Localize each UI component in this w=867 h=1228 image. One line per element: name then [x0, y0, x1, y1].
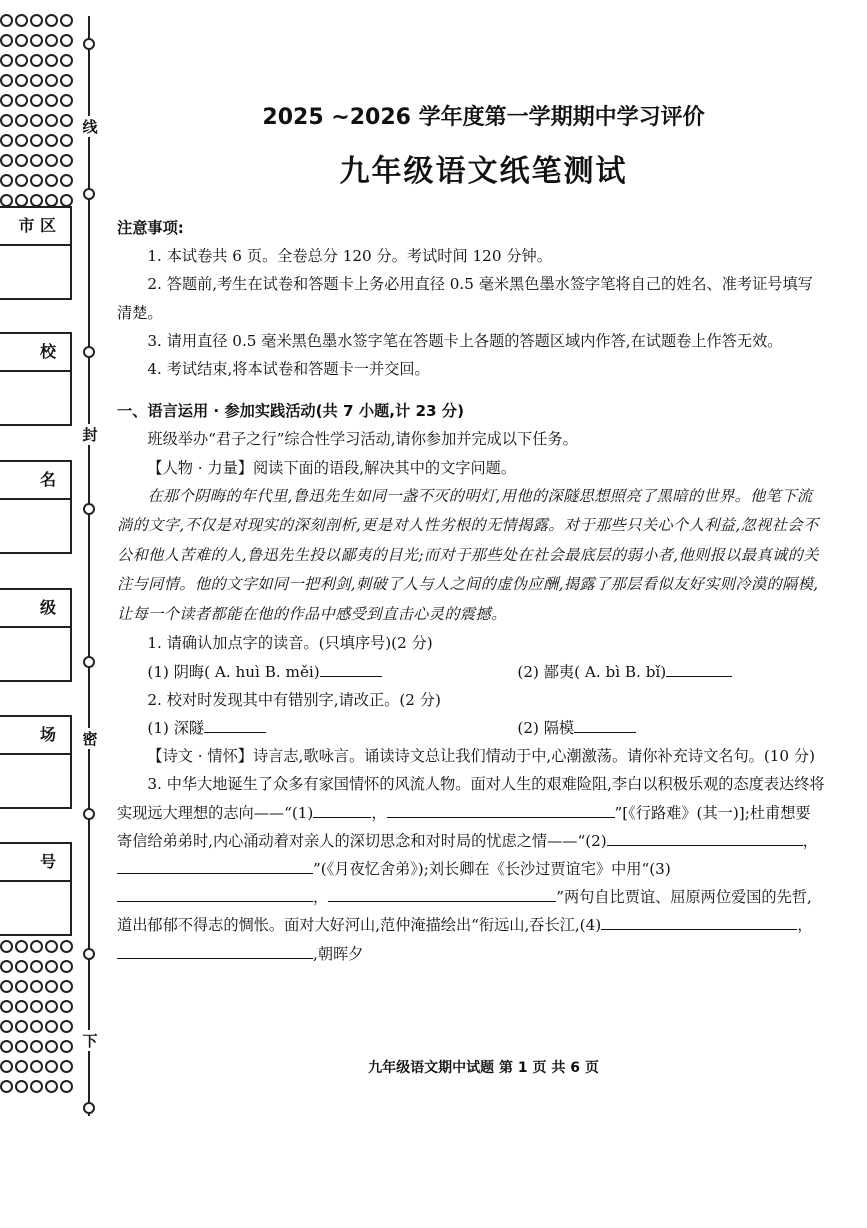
binding-dot — [30, 1040, 43, 1053]
binding-dot — [30, 980, 43, 993]
q1-item-2: (2) 鄙夷( A. bì B. bǐ) — [517, 662, 667, 681]
binding-dot — [60, 1040, 73, 1053]
q2-item-1: (1) 深隧 — [147, 718, 205, 737]
exam-room-label: 场 — [0, 717, 70, 755]
school-label: 校 — [0, 334, 70, 372]
notice-item: 4. 考试结束,将本试卷和答题卡一并交回。 — [147, 360, 430, 379]
q3-blank-4b[interactable] — [117, 942, 313, 959]
binding-dot — [60, 54, 73, 67]
binding-dot — [60, 114, 73, 127]
binding-dot — [0, 54, 13, 67]
binding-dot — [45, 154, 58, 167]
binding-dot — [15, 114, 28, 127]
district-box — [0, 206, 72, 300]
binding-dot — [0, 94, 13, 107]
exam-content — [117, 214, 825, 968]
q3-blank-3a[interactable] — [117, 885, 313, 902]
binding-dot — [0, 1060, 13, 1073]
binding-dot — [15, 134, 28, 147]
binding-dot — [30, 1060, 43, 1073]
binding-dot — [30, 1080, 43, 1093]
class-label: 级 — [0, 590, 70, 628]
exam-main-title: 九年级语文纸笔测试 — [339, 154, 628, 189]
binding-dot — [30, 34, 43, 47]
binding-dot — [60, 960, 73, 973]
binding-dot — [0, 134, 13, 147]
section-title: 一、语言运用 · 参加实践活动(共 7 小题,计 23 分) — [117, 402, 465, 421]
binding-dot — [15, 74, 28, 87]
binding-dot — [60, 134, 73, 147]
binding-dot — [30, 1020, 43, 1033]
district-label: 市 区 — [0, 208, 70, 246]
district-field[interactable] — [0, 246, 70, 298]
notice-item: 3. 请用直径 0.5 毫米黑色墨水签字笔在答题卡上各题的答题区域内作答,在试题卷上作答无效。 — [147, 331, 783, 350]
rail-label-secret: 密 — [79, 728, 101, 749]
binding-dot — [45, 980, 58, 993]
binding-dot — [15, 1060, 28, 1073]
binding-dot — [30, 1000, 43, 1013]
binding-dot — [0, 1080, 13, 1093]
q3-text: ”(《月夜忆舍弟》);刘长卿在《长沙过贾谊宅》中用“(3) — [313, 859, 671, 878]
binding-dot — [15, 154, 28, 167]
binding-dot — [15, 94, 28, 107]
binding-dot — [15, 980, 28, 993]
q3-blank-3c[interactable] — [498, 885, 556, 902]
binding-dot — [15, 960, 28, 973]
binding-dot — [45, 114, 58, 127]
binding-dot — [0, 174, 13, 187]
binding-dot — [60, 1000, 73, 1013]
exam-room-box — [0, 715, 72, 809]
binding-dot — [15, 1020, 28, 1033]
binding-dot — [0, 1020, 13, 1033]
binding-dot — [0, 14, 13, 27]
binding-dot — [15, 34, 28, 47]
q3-blank-1c[interactable] — [557, 801, 615, 818]
binding-dot — [45, 34, 58, 47]
binding-dot — [30, 54, 43, 67]
binding-dot — [0, 114, 13, 127]
class-field[interactable] — [0, 628, 70, 680]
binding-dot — [60, 1080, 73, 1093]
q3-blank-1b[interactable] — [387, 801, 557, 818]
binding-dot — [45, 174, 58, 187]
school-box — [0, 332, 72, 426]
task-heading: 【诗文 · 情怀】诗言志,歌咏言。诵读诗文总让我们情动于中,心潮激荡。请你补充诗文名句。(10 分) — [147, 747, 816, 766]
binding-dot — [0, 74, 13, 87]
rail-label-below: 下 — [79, 1030, 101, 1051]
binding-dot — [45, 960, 58, 973]
binding-dot — [30, 940, 43, 953]
rail-circle-icon — [83, 808, 95, 820]
q3-blank-2a[interactable] — [607, 829, 803, 846]
q3-text: ,朝晖夕 — [313, 944, 364, 963]
q3-blank-4a[interactable] — [601, 913, 797, 930]
rail-label-line: 线 — [79, 116, 101, 137]
binding-dot — [60, 34, 73, 47]
rail-circle-icon — [83, 948, 95, 960]
binding-dot — [15, 14, 28, 27]
question-1: 1. 请确认加点字的读音。(只填序号)(2 分) — [147, 634, 433, 653]
question-1-options — [117, 658, 825, 686]
rail-circle-icon — [83, 38, 95, 50]
rail-label-seal: 封 — [79, 424, 101, 445]
binding-dot — [15, 940, 28, 953]
binding-dot — [0, 1000, 13, 1013]
binding-dot — [30, 114, 43, 127]
binding-dot — [60, 154, 73, 167]
exam-room-field[interactable] — [0, 755, 70, 807]
q2-item-2: (2) 隔模 — [517, 718, 575, 737]
question-2: 2. 校对时发现其中有错别字,请改正。(2 分) — [147, 690, 441, 709]
binding-dot — [60, 980, 73, 993]
notice-title: 注意事项: — [117, 219, 184, 237]
q3-text: ”两句自比贾谊、屈原两位爱国的先哲,道出郁郁不得志的惆怅。面对大好河山,范仲淹描绘出“衔远山,吞长江,(4) — [117, 888, 812, 935]
binding-dot — [30, 134, 43, 147]
binding-dot — [15, 174, 28, 187]
q1-answer-1-blank[interactable] — [320, 660, 382, 677]
binding-dot — [45, 94, 58, 107]
name-box — [0, 460, 72, 554]
binding-dot — [15, 1080, 28, 1093]
binding-dot — [15, 1040, 28, 1053]
q3-blank-2b[interactable] — [117, 857, 313, 874]
binding-dot — [15, 54, 28, 67]
binding-dot — [0, 34, 13, 47]
binding-dot — [60, 174, 73, 187]
rail-circle-icon — [83, 1102, 95, 1114]
binding-dot — [60, 74, 73, 87]
binding-dot — [60, 1020, 73, 1033]
q1-item-1: (1) 阴晦( A. huì B. měi) — [147, 662, 320, 681]
binding-dot — [0, 1040, 13, 1053]
name-field[interactable] — [0, 500, 70, 552]
rail-circle-icon — [83, 656, 95, 668]
q2-answer-1-blank[interactable] — [204, 716, 266, 733]
notice-item: 1. 本试卷共 6 页。全卷总分 120 分。考试时间 120 分钟。 — [147, 247, 552, 266]
binding-dot — [30, 174, 43, 187]
q3-blank-1a[interactable] — [313, 801, 371, 818]
binding-dot — [45, 940, 58, 953]
rail-circle-icon — [83, 503, 95, 515]
name-label: 名 — [0, 462, 70, 500]
seat-number-box — [0, 842, 72, 936]
notice-item: 2. 答题前,考生在试卷和答题卡上务必用直径 0.5 毫米黑色墨水签字笔将自己的姓名、准考证号填写清楚。 — [117, 275, 813, 322]
q3-text: ”[《行路难》(其一)];杜甫想要寄信给弟弟时,内心涌动着对亲人的深切思念和对时局的忧虑之情——“(2) — [117, 803, 811, 850]
binding-dot — [30, 74, 43, 87]
section-intro: 班级举办“君子之行”综合性学习活动,请你参加并完成以下任务。 — [147, 430, 578, 449]
seat-number-field[interactable] — [0, 882, 70, 934]
binding-dot — [30, 94, 43, 107]
binding-dot-pattern-top — [0, 14, 78, 214]
exam-year-title: 2025 ~2026 学年度第一学期期中学习评价 — [262, 105, 705, 130]
binding-dot — [15, 1000, 28, 1013]
seat-number-label: 号 — [0, 844, 70, 882]
binding-dot — [60, 1060, 73, 1073]
question-2-items — [117, 714, 825, 742]
q3-blank-3b[interactable] — [328, 885, 498, 902]
rail-circle-icon — [83, 346, 95, 358]
binding-dot — [45, 1040, 58, 1053]
q2-answer-2-blank[interactable] — [574, 716, 636, 733]
binding-dot — [30, 14, 43, 27]
task-heading: 【人物 · 力量】阅读下面的语段,解决其中的文字问题。 — [147, 458, 517, 477]
binding-dot — [60, 94, 73, 107]
rail-circle-icon — [83, 188, 95, 200]
question-3: 3. 中华大地诞生了众多有家国情怀的风流人物。面对人生的艰难险阻,李白以积极乐观的态度表达终将实现远大理想的志向——“(1) ， ”[《行路难》(其一)];杜甫想要寄信给弟弟时,内心涌动着对亲人的深切思念和对时局的忧虑之情——“(2) ，”(《月夜忆舍弟》);刘长卿在《长沙过贾谊宅》中用“(3)， ”两句自比贾谊、屈原两位爱国的先哲,道出郁郁不得志的惆怅。面对大好河山,范仲淹描绘出“衔远山,吞长江,(4) ，,朝晖夕 — [117, 775, 825, 963]
binding-dot — [60, 14, 73, 27]
binding-dot — [30, 960, 43, 973]
binding-dot — [45, 74, 58, 87]
binding-dot — [45, 14, 58, 27]
binding-dot — [0, 154, 13, 167]
binding-dot — [45, 1000, 58, 1013]
binding-dot — [45, 1060, 58, 1073]
binding-dot-pattern-bottom — [0, 940, 78, 1100]
q1-answer-2-blank[interactable] — [666, 660, 732, 677]
binding-dot — [60, 940, 73, 953]
q3-text: 3. 中华大地诞生了众多有家国情怀的风流人物。面对人生的艰难险阻,李白以积极乐观的态度表达终将实现远大理想的志向——“(1) — [117, 775, 825, 822]
binding-dot — [45, 1020, 58, 1033]
binding-dot — [30, 154, 43, 167]
binding-dot — [0, 940, 13, 953]
school-field[interactable] — [0, 372, 70, 424]
binding-dot — [45, 54, 58, 67]
binding-dot — [0, 960, 13, 973]
binding-dot — [45, 134, 58, 147]
reading-passage: 在那个阴晦的年代里,鲁迅先生如同一盏不灭的明灯,用他的深隧思想照亮了黑暗的世界。他笔下流淌的文字,不仅是对现实的深刻剖析,更是对人性劣根的无情揭露。对于那些只关心个人利益,忽视社会不公和他人苦难的人,鲁迅先生投以鄙夷的目光;而对于那些处在社会最底层的弱小者,他则报以最真诚的关注与同情。他的文字如同一把利剑,刺破了人与人之间的虚伪应酬,揭露了那层看似友好实则冷漠的隔模,让每一个读者都能在他的作品中感受到直击心灵的震撼。 — [117, 486, 819, 623]
binding-dot — [0, 980, 13, 993]
class-box — [0, 588, 72, 682]
binding-dot — [45, 1080, 58, 1093]
page-footer: 九年级语文期中试题 第 1 页 共 6 页 — [368, 1060, 599, 1076]
